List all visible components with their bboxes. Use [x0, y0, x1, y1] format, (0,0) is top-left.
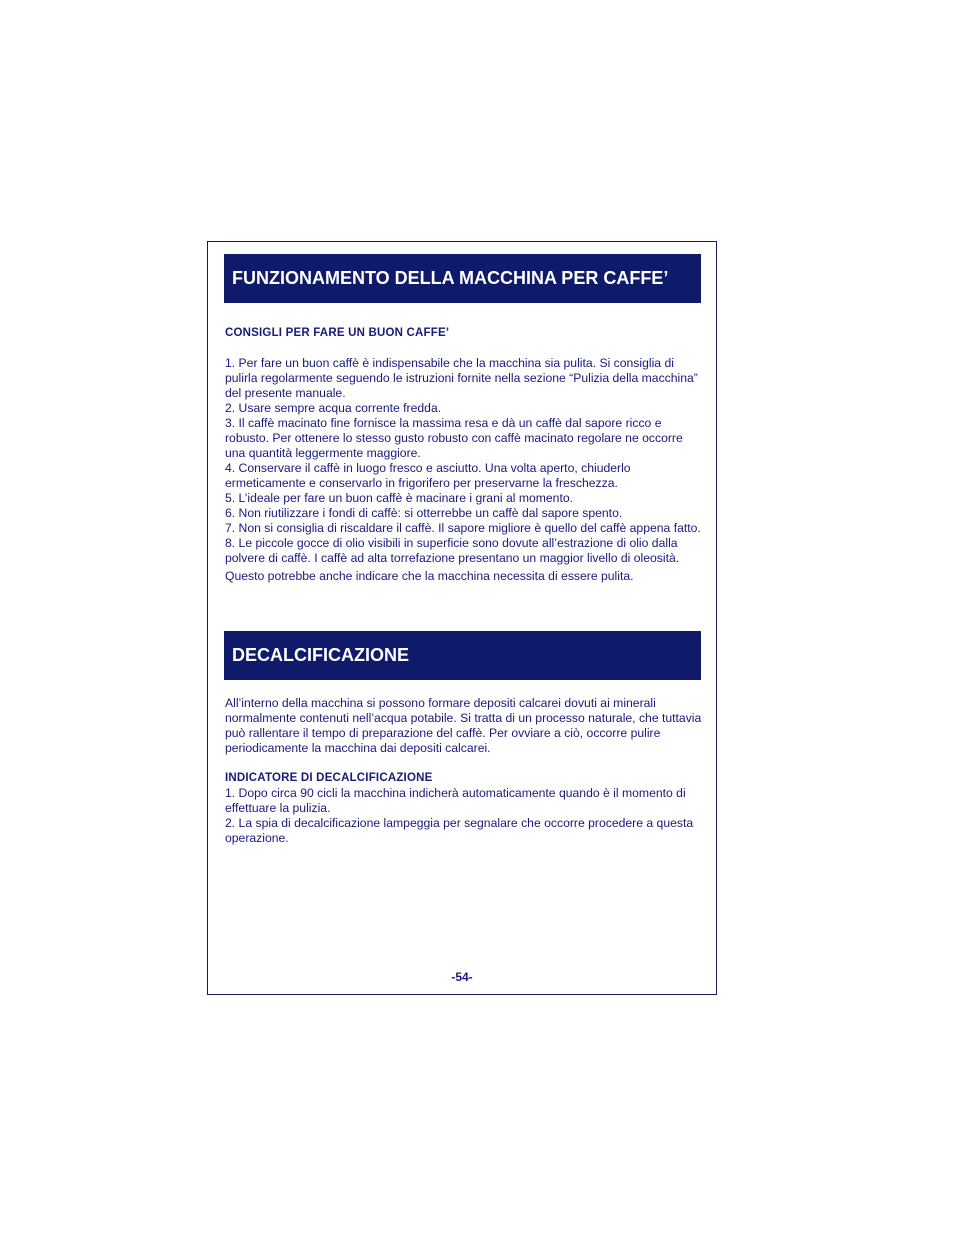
section-title: DECALCIFICAZIONE	[232, 645, 409, 665]
descaling-item: 1. Dopo circa 90 cicli la macchina indicherà automaticamente quando è il momento di effettuare la pulizia.	[225, 786, 686, 815]
tip-item: 5. L’ideale per fare un buon caffè è macinare i grani al momento.	[225, 491, 574, 505]
tip-item: 7. Non si consiglia di riscaldare il caffè. Il sapore migliore è quello del caffè appena fatto.	[225, 521, 701, 535]
tip-item: 4. Conservare il caffè in luogo fresco e asciutto. Una volta aperto, chiuderlo ermeticamente e conservarlo in frigorifero per preservarne la freschezza.	[225, 461, 631, 490]
tip-item: 8. Le piccole gocce di olio visibili in superficie sono dovute all’estrazione di olio dalla polvere di caffè. I caffè ad alta torrefazione presentano un maggior livello di oleosità.	[225, 536, 680, 565]
descaling-subheading: INDICATORE DI DECALCIFICAZIONE	[225, 772, 433, 784]
tip-item: 6. Non riutilizzare i fondi di caffè: si otterrebbe un caffè dal sapore spento.	[225, 506, 623, 520]
descaling-intro: All’interno della macchina si possono formare depositi calcarei dovuti ai minerali normalmente contenuti nell’acqua potabile. Si tratta di un processo naturale, che tuttavia può rallentare il tempo di preparazione del caffè. Per ovviare a ciò, occorre pulire periodicamente la macchina dai depositi calcarei.	[225, 696, 702, 755]
page-frame	[207, 241, 717, 995]
tips-subheading: CONSIGLI PER FARE UN BUON CAFFE’	[225, 327, 450, 339]
descaling-section	[225, 696, 705, 846]
tips-closing: Questo potrebbe anche indicare che la macchina necessita di essere pulita.	[225, 569, 634, 583]
section-title: FUNZIONAMENTO DELLA MACCHINA PER CAFFE’	[232, 268, 669, 288]
tip-item: 3. Il caffè macinato fine fornisce la massima resa e dà un caffè dal sapore ricco e robusto. Per ottenere lo stesso gusto robusto con caffè macinato regolare ne occorre una quantità leggermente maggiore.	[225, 416, 683, 460]
tip-item: 2. Usare sempre acqua corrente fredda.	[225, 401, 442, 415]
coffee-tips-section	[225, 326, 705, 584]
descaling-item: 2. La spia di decalcificazione lampeggia per segnalare che occorre procedere a questa operazione.	[225, 816, 694, 845]
section-banner-decalcificazione	[224, 631, 701, 680]
page-number: -54-	[451, 970, 473, 984]
tip-item: 1. Per fare un buon caffè è indispensabile che la macchina sia pulita. Si consiglia di pulirla regolarmente seguendo le istruzioni fornite nella sezione “Pulizia della macchina” del presente manuale.	[225, 356, 698, 400]
section-banner-funzionamento	[224, 254, 701, 303]
